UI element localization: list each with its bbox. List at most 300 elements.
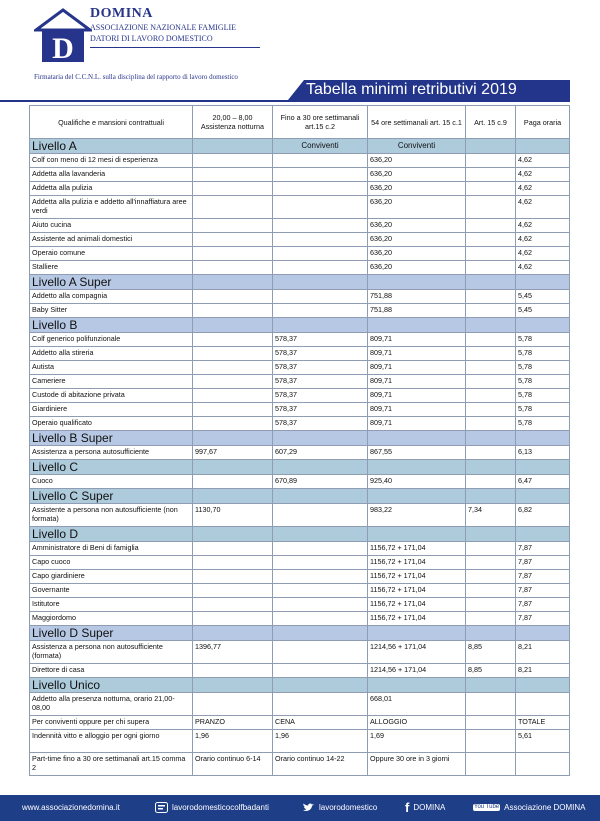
value-cell-c4: 1214,56 + 171,04 xyxy=(368,664,466,678)
value-cell-c5 xyxy=(466,261,516,275)
value-cell-c2 xyxy=(193,542,273,556)
level-cell xyxy=(193,678,273,693)
value-cell-c4: 1156,72 + 171,04 xyxy=(368,570,466,584)
col-header-54-ore: 54 ore settimanali art. 15 c.1 xyxy=(368,106,466,139)
value-cell-c4: 809,71 xyxy=(368,389,466,403)
table-row xyxy=(30,168,570,182)
value-cell-c4: 1156,72 + 171,04 xyxy=(368,584,466,598)
table-row xyxy=(30,154,570,168)
level-cell xyxy=(466,527,516,542)
value-cell-c5 xyxy=(466,361,516,375)
value-cell-c6: 4,62 xyxy=(516,196,570,219)
footer-twitter[interactable] xyxy=(302,795,377,821)
level-cell xyxy=(193,489,273,504)
level-name: Livello Unico xyxy=(30,678,193,693)
qualifica-cell: Giardiniere xyxy=(30,403,193,417)
value-cell-c4: 809,71 xyxy=(368,361,466,375)
level-cell xyxy=(466,489,516,504)
value-cell-c6: 4,62 xyxy=(516,247,570,261)
value-cell-c5 xyxy=(466,154,516,168)
footer-facebook-text: DOMINA xyxy=(413,803,446,813)
value-cell-c2: 1130,70 xyxy=(193,504,273,527)
value-cell-c6: 4,62 xyxy=(516,182,570,196)
value-cell-c6: 7,87 xyxy=(516,556,570,570)
level-cell xyxy=(516,318,570,333)
value-cell-c4: 809,71 xyxy=(368,375,466,389)
value-cell-c6: 5,78 xyxy=(516,375,570,389)
value-cell-c5 xyxy=(466,730,516,753)
value-cell-c2: PRANZO xyxy=(193,716,273,730)
value-cell-c5 xyxy=(466,247,516,261)
level-row-d-super xyxy=(30,626,570,641)
table-row xyxy=(30,347,570,361)
table-row xyxy=(30,403,570,417)
value-cell-c6: 4,62 xyxy=(516,233,570,247)
level-cell xyxy=(368,275,466,290)
footer-blog-text: lavorodomesticocolfbadanti xyxy=(172,803,269,812)
level-cell xyxy=(466,139,516,154)
level-cell xyxy=(273,527,368,542)
table-row xyxy=(30,233,570,247)
value-cell-c2 xyxy=(193,417,273,431)
table-row xyxy=(30,417,570,431)
level-cell xyxy=(273,318,368,333)
value-cell-c3 xyxy=(273,196,368,219)
level-cell xyxy=(516,678,570,693)
table-row xyxy=(30,504,570,527)
value-cell-c6: 6,13 xyxy=(516,446,570,460)
value-cell-c2 xyxy=(193,475,273,489)
level-cell xyxy=(193,318,273,333)
value-cell-c3: CENA xyxy=(273,716,368,730)
value-cell-c6: 7,87 xyxy=(516,542,570,556)
value-cell-c5 xyxy=(466,403,516,417)
value-cell-c6: 8,21 xyxy=(516,664,570,678)
level-cell xyxy=(273,431,368,446)
footer-youtube-text: Associazione DOMINA xyxy=(504,803,586,812)
value-cell-c4: 809,71 xyxy=(368,417,466,431)
value-cell-c3: 607,29 xyxy=(273,446,368,460)
value-cell-c6: 5,78 xyxy=(516,347,570,361)
qualifica-cell: Colf con meno di 12 mesi di esperienza xyxy=(30,154,193,168)
firmataria-text: Firmataria del C.C.N.L. sulla disciplina del rapporto di lavoro domestico xyxy=(34,73,238,81)
value-cell-c2 xyxy=(193,347,273,361)
value-cell-c2 xyxy=(193,333,273,347)
table-row xyxy=(30,446,570,460)
table-row xyxy=(30,542,570,556)
level-row-c xyxy=(30,460,570,475)
level-cell xyxy=(368,460,466,475)
level-row-b-super xyxy=(30,431,570,446)
level-cell xyxy=(516,275,570,290)
value-cell-c4: 1156,72 + 171,04 xyxy=(368,598,466,612)
youtube-icon: You Tube xyxy=(474,804,500,811)
value-cell-c4: 636,20 xyxy=(368,182,466,196)
value-cell-c6: 5,78 xyxy=(516,403,570,417)
qualifica-cell: Part-time fino a 30 ore settimanali art.15 comma 2 xyxy=(30,753,193,776)
value-cell-c5 xyxy=(466,333,516,347)
level-name: Livello C Super xyxy=(30,489,193,504)
value-cell-c5 xyxy=(466,389,516,403)
level-cell xyxy=(516,527,570,542)
col-header-art15-c9: Art. 15 c.9 xyxy=(466,106,516,139)
qualifica-cell: Baby Sitter xyxy=(30,304,193,318)
table-body xyxy=(30,139,570,776)
twitter-icon xyxy=(302,802,315,813)
qualifica-cell: Istitutore xyxy=(30,598,193,612)
title-underline xyxy=(0,100,570,102)
col-header-paga-oraria: Paga oraria xyxy=(516,106,570,139)
level-cell xyxy=(273,626,368,641)
value-cell-c6: 4,62 xyxy=(516,261,570,275)
value-cell-c3 xyxy=(273,247,368,261)
value-cell-c3 xyxy=(273,154,368,168)
value-cell-c3 xyxy=(273,168,368,182)
qualifica-cell: Amministratore di Beni di famiglia xyxy=(30,542,193,556)
col-header-qualifiche: Qualifiche e mansioni contrattuali xyxy=(30,106,193,139)
value-cell-c5 xyxy=(466,542,516,556)
blogger-icon xyxy=(155,802,168,813)
value-cell-c2 xyxy=(193,612,273,626)
value-cell-c3 xyxy=(273,182,368,196)
level-cell xyxy=(368,527,466,542)
value-cell-c3 xyxy=(273,556,368,570)
value-cell-c5 xyxy=(466,693,516,716)
value-cell-c3 xyxy=(273,304,368,318)
table-row xyxy=(30,290,570,304)
value-cell-c3 xyxy=(273,584,368,598)
qualifica-cell: Addetta alla pulizia xyxy=(30,182,193,196)
level-cell xyxy=(516,139,570,154)
table-row xyxy=(30,612,570,626)
qualifica-cell: Per conviventi oppure per chi supera xyxy=(30,716,193,730)
qualifica-cell: Capo giardiniere xyxy=(30,570,193,584)
level-cell xyxy=(516,489,570,504)
value-cell-c2 xyxy=(193,304,273,318)
value-cell-c5: 8,85 xyxy=(466,641,516,664)
table-row xyxy=(30,361,570,375)
value-cell-c3: 578,37 xyxy=(273,333,368,347)
table-header-row xyxy=(30,106,570,139)
qualifica-cell: Colf generico polifunzionale xyxy=(30,333,193,347)
table-row xyxy=(30,716,570,730)
value-cell-c5 xyxy=(466,304,516,318)
level-cell xyxy=(193,626,273,641)
value-cell-c5 xyxy=(466,417,516,431)
level-cell xyxy=(193,527,273,542)
value-cell-c2 xyxy=(193,584,273,598)
qualifica-cell: Direttore di casa xyxy=(30,664,193,678)
value-cell-c4: 809,71 xyxy=(368,403,466,417)
value-cell-c6: 6,47 xyxy=(516,475,570,489)
qualifica-cell: Operaio comune xyxy=(30,247,193,261)
qualifica-cell: Assistenza a persona non autosufficiente (formata) xyxy=(30,641,193,664)
level-cell xyxy=(368,431,466,446)
value-cell-c6: 7,87 xyxy=(516,612,570,626)
level-name: Livello B xyxy=(30,318,193,333)
value-cell-c3: 670,89 xyxy=(273,475,368,489)
value-cell-c6: 5,78 xyxy=(516,417,570,431)
value-cell-c5 xyxy=(466,570,516,584)
page-header xyxy=(0,0,600,105)
table-row xyxy=(30,196,570,219)
col-header-fino-30-ore: Fino a 30 ore settimanali art.15 c.2 xyxy=(273,106,368,139)
level-cell xyxy=(368,489,466,504)
value-cell-c3 xyxy=(273,598,368,612)
level-cell xyxy=(368,626,466,641)
value-cell-c5 xyxy=(466,168,516,182)
footer-facebook[interactable] xyxy=(405,795,445,821)
page-title: Tabella minimi retributivi 2019 xyxy=(306,81,517,98)
table-row xyxy=(30,389,570,403)
value-cell-c2 xyxy=(193,261,273,275)
value-cell-c3 xyxy=(273,290,368,304)
table-row xyxy=(30,304,570,318)
table-row xyxy=(30,753,570,776)
qualifica-cell: Cuoco xyxy=(30,475,193,489)
value-cell-c4: 1156,72 + 171,04 xyxy=(368,556,466,570)
value-cell-c2 xyxy=(193,598,273,612)
footer-website[interactable] xyxy=(22,795,120,821)
level-name: Livello A xyxy=(30,139,193,154)
value-cell-c6: 8,21 xyxy=(516,641,570,664)
value-cell-c4: 1156,72 + 171,04 xyxy=(368,542,466,556)
value-cell-c2 xyxy=(193,389,273,403)
value-cell-c6: 5,45 xyxy=(516,290,570,304)
value-cell-c2: 1396,77 xyxy=(193,641,273,664)
level-cell xyxy=(466,431,516,446)
level-name: Livello A Super xyxy=(30,275,193,290)
level-name: Livello D xyxy=(30,527,193,542)
value-cell-c4: 636,20 xyxy=(368,168,466,182)
table-row xyxy=(30,664,570,678)
level-cell xyxy=(368,318,466,333)
value-cell-c6: 5,78 xyxy=(516,333,570,347)
value-cell-c2 xyxy=(193,154,273,168)
value-cell-c4: ALLOGGIO xyxy=(368,716,466,730)
qualifica-cell: Addetto alla stireria xyxy=(30,347,193,361)
page-footer xyxy=(0,795,600,821)
value-cell-c5: 7,34 xyxy=(466,504,516,527)
qualifica-cell: Cameriere xyxy=(30,375,193,389)
value-cell-c6: 6,82 xyxy=(516,504,570,527)
table-row xyxy=(30,556,570,570)
value-cell-c3: 1,96 xyxy=(273,730,368,753)
value-cell-c3: 578,37 xyxy=(273,375,368,389)
svg-text:D: D xyxy=(52,32,74,64)
value-cell-c5 xyxy=(466,196,516,219)
col-header-assistenza-notturna: 20,00 – 8,00 Assistenza notturna xyxy=(193,106,273,139)
qualifica-cell: Assistente ad animali domestici xyxy=(30,233,193,247)
value-cell-c2 xyxy=(193,403,273,417)
value-cell-c3 xyxy=(273,664,368,678)
qualifica-cell: Assistenza a persona autosufficiente xyxy=(30,446,193,460)
value-cell-c2 xyxy=(193,182,273,196)
value-cell-c4: 925,40 xyxy=(368,475,466,489)
value-cell-c6 xyxy=(516,753,570,776)
value-cell-c6: 5,78 xyxy=(516,361,570,375)
brand-subtitle-line-1: ASSOCIAZIONE NAZIONALE FAMIGLIE xyxy=(90,23,237,32)
level-cell xyxy=(273,275,368,290)
value-cell-c4: 809,71 xyxy=(368,333,466,347)
qualifica-cell: Stalliere xyxy=(30,261,193,275)
value-cell-c6: 5,61 xyxy=(516,730,570,753)
value-cell-c3 xyxy=(273,542,368,556)
value-cell-c3 xyxy=(273,261,368,275)
level-cell xyxy=(273,460,368,475)
qualifica-cell: Addetto alla compagnia xyxy=(30,290,193,304)
value-cell-c2 xyxy=(193,570,273,584)
value-cell-c5: 8,85 xyxy=(466,664,516,678)
table-row xyxy=(30,641,570,664)
level-cell xyxy=(193,431,273,446)
value-cell-c2 xyxy=(193,664,273,678)
value-cell-c4: 636,20 xyxy=(368,261,466,275)
table-row xyxy=(30,730,570,753)
value-cell-c3: 578,37 xyxy=(273,361,368,375)
table-row xyxy=(30,247,570,261)
value-cell-c3: Orario continuo 14-22 xyxy=(273,753,368,776)
qualifica-cell: Assistente a persona non autosufficiente (non formata) xyxy=(30,504,193,527)
level-cell: Conviventi xyxy=(368,139,466,154)
level-row-a-super xyxy=(30,275,570,290)
value-cell-c5 xyxy=(466,182,516,196)
table-row xyxy=(30,598,570,612)
brand-divider xyxy=(90,47,260,48)
level-cell xyxy=(466,626,516,641)
value-cell-c6: 4,62 xyxy=(516,168,570,182)
value-cell-c6: TOTALE xyxy=(516,716,570,730)
value-cell-c3: 578,37 xyxy=(273,347,368,361)
value-cell-c4: 867,55 xyxy=(368,446,466,460)
value-cell-c6: 7,87 xyxy=(516,584,570,598)
level-cell xyxy=(193,460,273,475)
value-cell-c4: Oppure 30 ore in 3 giorni xyxy=(368,753,466,776)
brand-subtitle-line-2: DATORI DI LAVORO DOMESTICO xyxy=(90,34,213,43)
value-cell-c3 xyxy=(273,693,368,716)
value-cell-c4: 983,22 xyxy=(368,504,466,527)
value-cell-c5 xyxy=(466,290,516,304)
value-cell-c5 xyxy=(466,375,516,389)
level-cell: Conviventi xyxy=(273,139,368,154)
value-cell-c4: 809,71 xyxy=(368,347,466,361)
qualifica-cell: Autista xyxy=(30,361,193,375)
level-row-b xyxy=(30,318,570,333)
qualifica-cell: Addetto alla presenza notturna, orario 21,00-08,00 xyxy=(30,693,193,716)
level-row-a xyxy=(30,139,570,154)
value-cell-c6: 4,62 xyxy=(516,154,570,168)
level-cell xyxy=(466,318,516,333)
level-cell xyxy=(466,460,516,475)
value-cell-c4: 1,69 xyxy=(368,730,466,753)
value-cell-c3 xyxy=(273,219,368,233)
level-name: Livello D Super xyxy=(30,626,193,641)
qualifica-cell: Maggiordomo xyxy=(30,612,193,626)
value-cell-c4: 636,20 xyxy=(368,233,466,247)
qualifica-cell: Capo cuoco xyxy=(30,556,193,570)
value-cell-c6: 7,87 xyxy=(516,570,570,584)
value-cell-c2: Orario continuo 6-14 xyxy=(193,753,273,776)
level-cell xyxy=(193,139,273,154)
level-name: Livello C xyxy=(30,460,193,475)
level-name: Livello B Super xyxy=(30,431,193,446)
value-cell-c4: 668,01 xyxy=(368,693,466,716)
value-cell-c5 xyxy=(466,716,516,730)
value-cell-c5 xyxy=(466,598,516,612)
qualifica-cell: Operaio qualificato xyxy=(30,417,193,431)
level-cell xyxy=(466,678,516,693)
footer-website-text: www.associazionedomina.it xyxy=(22,803,120,812)
facebook-icon: f xyxy=(405,800,410,815)
table-row xyxy=(30,570,570,584)
table-row xyxy=(30,693,570,716)
level-row-unico xyxy=(30,678,570,693)
domina-logo-icon xyxy=(34,8,92,64)
value-cell-c4: 636,20 xyxy=(368,154,466,168)
value-cell-c5 xyxy=(466,612,516,626)
level-cell xyxy=(516,626,570,641)
value-cell-c5 xyxy=(466,233,516,247)
value-cell-c2 xyxy=(193,361,273,375)
value-cell-c3: 578,37 xyxy=(273,417,368,431)
value-cell-c5 xyxy=(466,446,516,460)
level-row-c-super xyxy=(30,489,570,504)
value-cell-c5 xyxy=(466,584,516,598)
value-cell-c2 xyxy=(193,233,273,247)
footer-blog[interactable] xyxy=(155,795,269,821)
value-cell-c5 xyxy=(466,556,516,570)
brand-subtitle xyxy=(90,22,236,44)
value-cell-c4: 751,88 xyxy=(368,304,466,318)
qualifica-cell: Aiuto cucina xyxy=(30,219,193,233)
qualifica-cell: Indennità vitto e alloggio per ogni giorno xyxy=(30,730,193,753)
value-cell-c2 xyxy=(193,290,273,304)
qualifica-cell: Governante xyxy=(30,584,193,598)
value-cell-c6: 5,78 xyxy=(516,389,570,403)
value-cell-c4: 1156,72 + 171,04 xyxy=(368,612,466,626)
value-cell-c3 xyxy=(273,233,368,247)
value-cell-c2 xyxy=(193,196,273,219)
value-cell-c4: 636,20 xyxy=(368,247,466,261)
value-cell-c5 xyxy=(466,753,516,776)
value-cell-c4: 1214,56 + 171,04 xyxy=(368,641,466,664)
value-cell-c6: 5,45 xyxy=(516,304,570,318)
value-cell-c2 xyxy=(193,247,273,261)
value-cell-c3 xyxy=(273,504,368,527)
level-cell xyxy=(193,275,273,290)
value-cell-c6: 4,62 xyxy=(516,219,570,233)
footer-twitter-text: lavorodomestico xyxy=(319,803,378,812)
qualifica-cell: Addetta alla pulizia e addetto all'innaffiatura aree verdi xyxy=(30,196,193,219)
value-cell-c3 xyxy=(273,570,368,584)
footer-youtube[interactable] xyxy=(473,795,586,821)
value-cell-c2: 1,96 xyxy=(193,730,273,753)
level-cell xyxy=(466,275,516,290)
value-cell-c3 xyxy=(273,641,368,664)
table-row xyxy=(30,182,570,196)
level-cell xyxy=(516,431,570,446)
table-row xyxy=(30,475,570,489)
level-cell xyxy=(273,678,368,693)
value-cell-c2 xyxy=(193,556,273,570)
brand-name: DOMINA xyxy=(90,6,153,21)
level-cell xyxy=(368,678,466,693)
value-cell-c6: 7,87 xyxy=(516,598,570,612)
value-cell-c2 xyxy=(193,693,273,716)
level-cell xyxy=(273,489,368,504)
value-cell-c5 xyxy=(466,219,516,233)
value-cell-c4: 636,20 xyxy=(368,219,466,233)
